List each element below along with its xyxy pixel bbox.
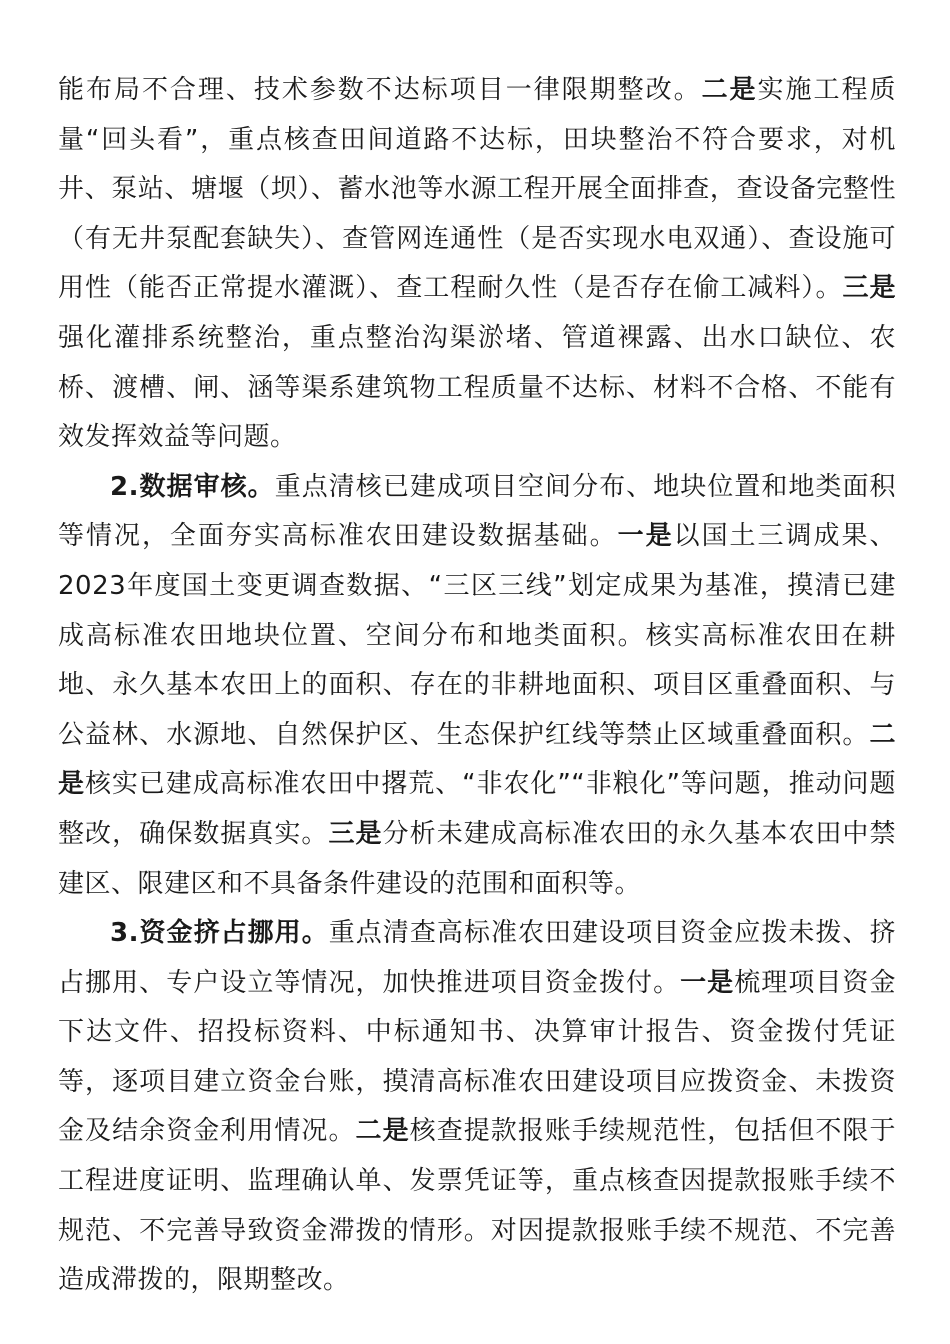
text-run: 重点清查高标准农田建设项目资金应拨未拨、挤占挪用、专户设立等情况，加快推进项目资金拨付。 [58,918,896,998]
text-run: 核实已建成高标准农田中撂荒、“非农化”“非粮化”等问题，推动问题整改，确保数据真实。 [58,769,896,849]
paragraph-fund-misuse [58,909,896,1306]
paragraph-data-audit [58,463,896,909]
text-run: 分析未建成高标准农田的永久基本农田中禁建区、限建区和不具备条件建设的范围和面积等。 [58,818,896,899]
section-heading: 3.资金挤占挪用。 [110,918,329,949]
bold-marker: 一是 [680,967,735,998]
text-run: 强化灌排系统整治，重点整治沟渠淤堵、管道裸露、出水口缺位、农桥、渡槽、闸、涵等渠系建筑物工程质量不达标、材料不合格、不能有效发挥效益等问题。 [58,322,896,453]
bold-marker: 一是 [617,521,674,552]
text-run: 核查提款报账手续规范性，包括但不限于工程进度证明、监理确认单、发票凭证等，重点核查因提款报账手续不规范、不完善导致资金滞拨的情形。对因提款报账手续不规范、不完善造成滞拨的，限期整改。 [58,1116,896,1296]
paragraph-quality-review [58,66,896,463]
text-run: 能布局不合理、技术参数不达标项目一律限期整改。 [58,75,702,105]
text-run: 实施工程质量“回头看”，重点核查田间道路不达标，田块整治不符合要求，对机井、泵站、塘堰（坝）、蓄水池等水源工程开展全面排查，查设备完整性（有无井泵配套缺失）、查管网连通性（是否实现水电双通）、查设施可用性（能否正常提水灌溉）、查工程耐久性（是否存在偷工减料）。 [58,75,896,304]
section-heading: 2.数据审核。 [110,471,275,502]
bold-marker: 三是 [842,273,896,304]
text-run: 重点清核已建成项目空间分布、地块位置和地类面积等情况，全面夯实高标准农田建设数据基础。 [58,471,896,552]
bold-marker: 二是 [701,75,758,105]
bold-marker: 二是 [58,719,896,800]
bold-marker: 二是 [355,1116,410,1147]
text-run: 以国土三调成果、2023年度国土变更调查数据、“三区三线”划定成果为基准，摸清已建成高标准农田地块位置、空间分布和地类面积。核实高标准农田在耕地、永久基本农田上的面积、存在的非耕地面积、项目区重叠面积、与公益林、水源地、自然保护区、生态保护红线等禁止区域重叠面积。 [58,521,896,750]
text-run: 梳理项目资金下达文件、招投标资料、中标通知书、决算审计报告、资金拨付凭证等，逐项目建立资金台账，摸清高标准农田建设项目应拨资金、未拨资金及结余资金利用情况。 [58,967,896,1147]
bold-marker: 三是 [328,818,383,849]
document-page [58,66,896,1306]
